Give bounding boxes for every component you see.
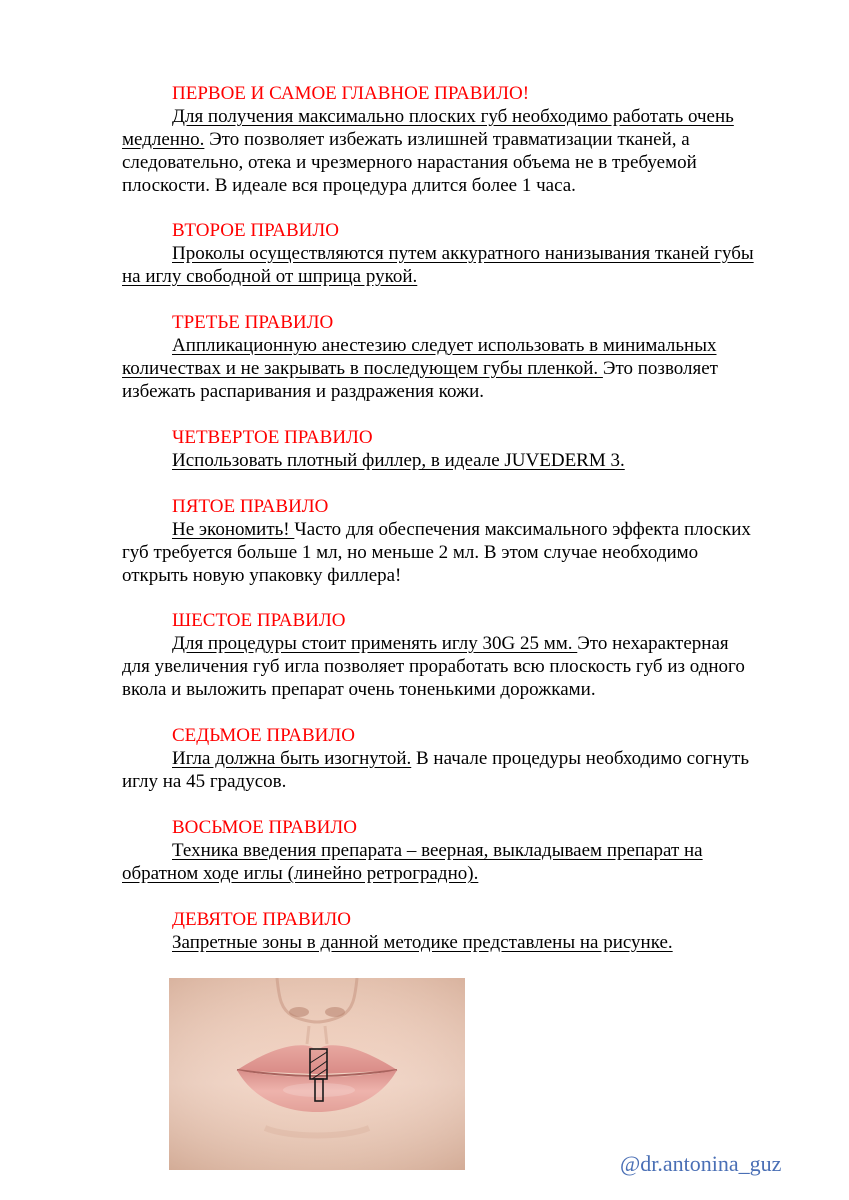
plain-text: Это нехарактерная	[577, 633, 729, 654]
plain-text: Часто для обеспечения максимального эффекта плоских	[294, 519, 751, 540]
rule-text	[122, 632, 792, 701]
plain-text: избежать распаривания и раздражения кожи.	[122, 381, 485, 402]
rule-text	[122, 747, 792, 793]
rule-text	[122, 242, 792, 288]
underlined-text: Аппликационную анестезию следует использовать в минимальных	[172, 335, 717, 356]
rule-heading: ТРЕТЬЕ ПРАВИЛО	[172, 312, 334, 333]
plain-text: Это позволяет избежать излишней травматизации тканей, а	[204, 129, 690, 150]
text-line	[122, 678, 792, 701]
text-line	[122, 747, 792, 770]
text-line	[122, 839, 792, 862]
rule-text	[122, 449, 792, 472]
underlined-text: Для процедуры стоит применять иглу 30G 25 мм.	[172, 633, 578, 654]
rule-2	[122, 219, 792, 288]
rule-heading: ЧЕТВЕРТОЕ ПРАВИЛО	[172, 427, 373, 448]
text-line	[122, 931, 792, 954]
rule-heading: ВТОРОЕ ПРАВИЛО	[172, 220, 339, 241]
author-handle: @dr.antonina_guz	[620, 1151, 782, 1176]
rule-heading: ПЯТОЕ ПРАВИЛО	[172, 496, 329, 517]
text-line	[122, 449, 792, 472]
rule-text	[122, 931, 792, 954]
plain-text: Это позволяет	[602, 358, 718, 379]
plain-text: иглу на 45 градусов.	[122, 771, 287, 792]
underlined-text: Игла должна быть изогнутой.	[172, 748, 412, 769]
text-line	[122, 380, 792, 403]
text-line	[122, 174, 792, 197]
underlined-text: Не экономить!	[172, 519, 295, 540]
lips-image	[169, 978, 465, 1170]
rule-1	[122, 82, 792, 197]
text-line	[122, 564, 792, 587]
rule-heading: ВОСЬМОЕ ПРАВИЛО	[172, 817, 357, 838]
underlined-text: количествах и не закрывать в последующем губы пленкой.	[122, 358, 603, 379]
text-line	[122, 265, 792, 288]
rule-7	[122, 724, 792, 793]
text-line	[122, 862, 792, 885]
plain-text: вкола и выложить препарат очень тоненькими дорожками.	[122, 679, 596, 700]
rule-text	[122, 518, 792, 587]
underlined-text: обратном ходе иглы (линейно ретроградно).	[122, 863, 479, 884]
rule-heading: ПЕРВОЕ И САМОЕ ГЛАВНОЕ ПРАВИЛО!	[172, 83, 530, 104]
text-line	[122, 541, 792, 564]
plain-text: для увеличения губ игла позволяет проработать всю плоскость губ из одного	[122, 656, 745, 677]
text-line	[122, 128, 792, 151]
lips-illustration	[169, 978, 465, 1170]
underlined-text: на иглу свободной от шприца рукой.	[122, 266, 418, 287]
text-line	[122, 242, 792, 265]
rule-3	[122, 311, 792, 403]
text-line	[122, 105, 792, 128]
rule-heading: ДЕВЯТОЕ ПРАВИЛО	[172, 909, 351, 930]
rule-5	[122, 495, 792, 587]
underlined-text: Использовать плотный филлер, в идеале JUVEDERM 3.	[172, 450, 625, 471]
text-line	[122, 770, 792, 793]
text-line	[122, 632, 792, 655]
underlined-text: Для получения максимально плоских губ необходимо работать очень	[172, 106, 734, 127]
text-line	[122, 151, 792, 174]
rule-9	[122, 908, 792, 954]
rule-4	[122, 426, 792, 472]
rule-text	[122, 105, 792, 197]
plain-text: плоскости. В идеале вся процедура длится более 1 часа.	[122, 175, 576, 196]
text-line	[122, 518, 792, 541]
rule-text	[122, 334, 792, 403]
text-line	[122, 357, 792, 380]
plain-text: В начале процедуры необходимо согнуть	[411, 748, 750, 769]
rule-text	[122, 839, 792, 885]
text-line	[122, 655, 792, 678]
underlined-text: Проколы осуществляются путем аккуратного нанизывания тканей губы	[172, 243, 754, 264]
plain-text: открыть новую упаковку филлера!	[122, 565, 402, 586]
rule-6	[122, 609, 792, 701]
rule-heading: СЕДЬМОЕ ПРАВИЛО	[172, 725, 355, 746]
text-line	[122, 334, 792, 357]
underlined-text: медленно.	[122, 129, 205, 150]
underlined-text: Запретные зоны в данной методике представлены на рисунке.	[172, 932, 673, 953]
rule-8	[122, 816, 792, 885]
underlined-text: Техника введения препарата – веерная, выкладываем препарат на	[172, 840, 703, 861]
plain-text: следовательно, отека и чрезмерного нарастания объема не в требуемой	[122, 152, 697, 173]
rule-heading: ШЕСТОЕ ПРАВИЛО	[172, 610, 346, 631]
plain-text: губ требуется больше 1 мл, но меньше 2 мл. В этом случае необходимо	[122, 542, 699, 563]
